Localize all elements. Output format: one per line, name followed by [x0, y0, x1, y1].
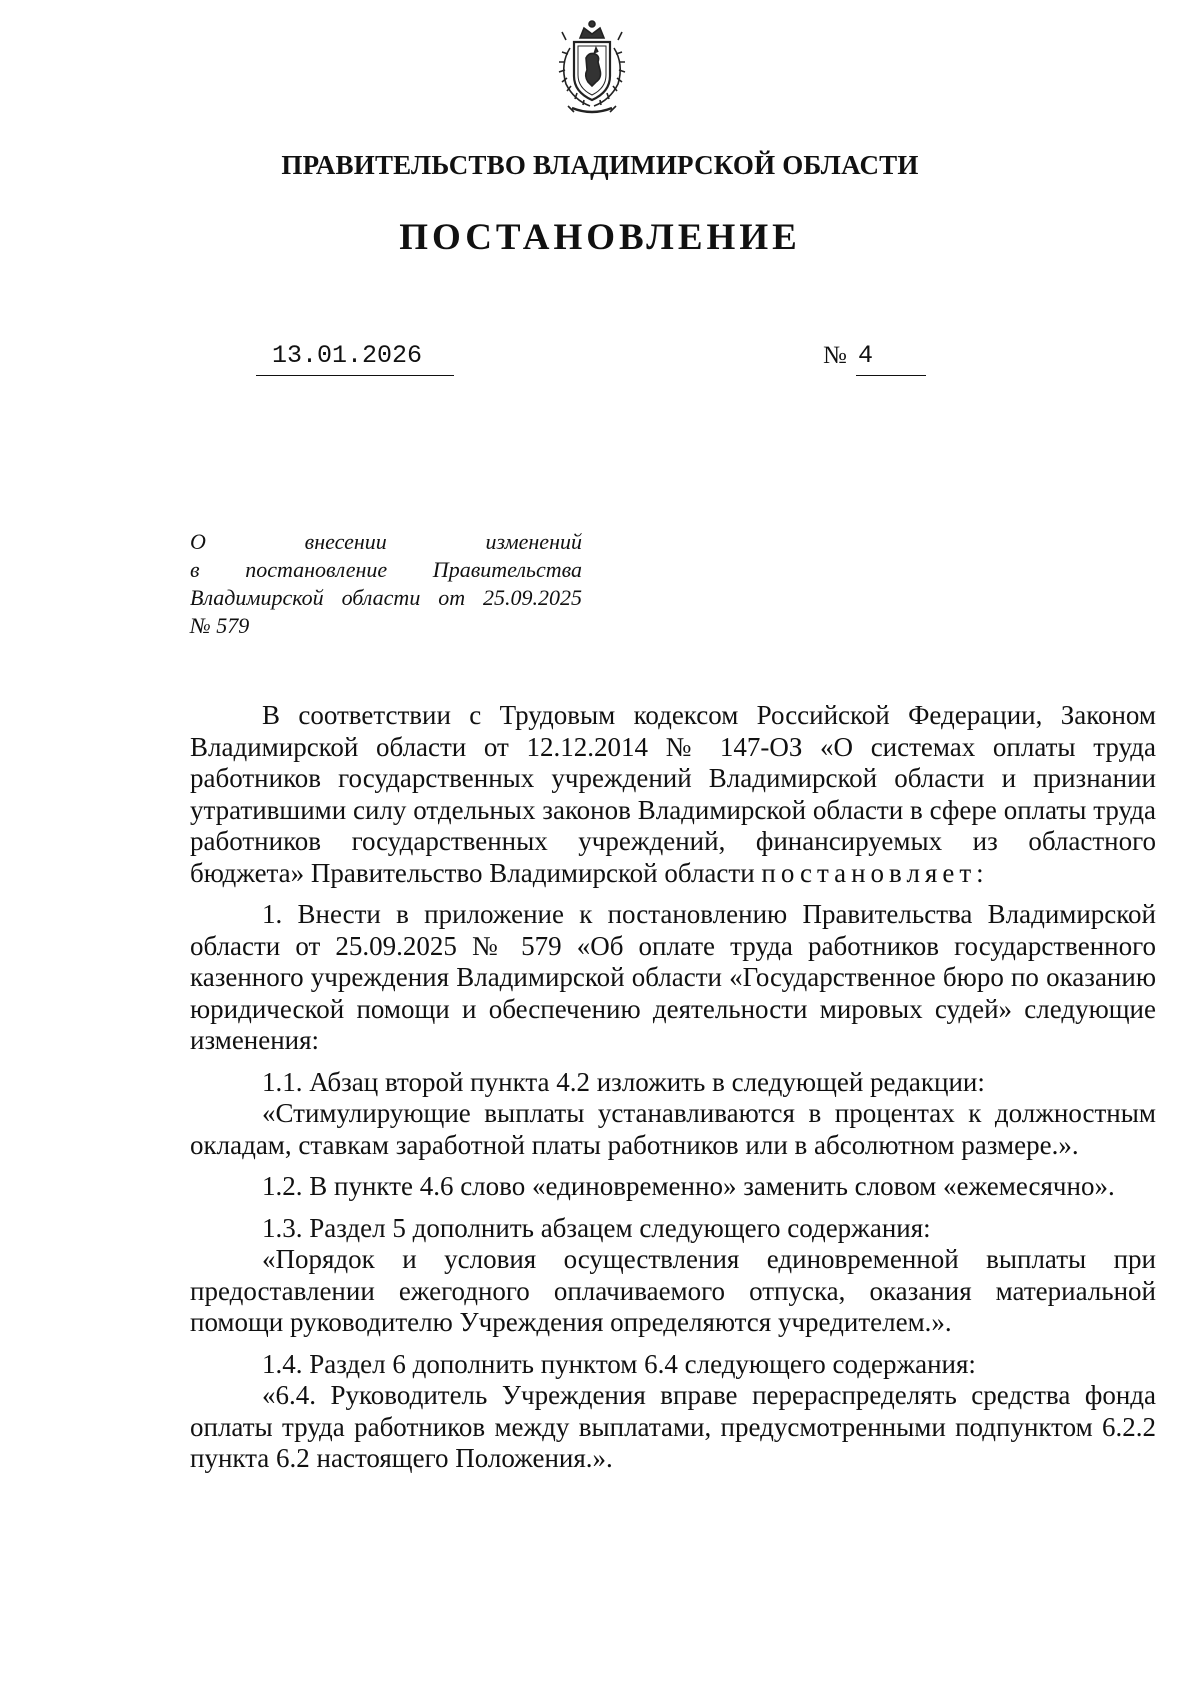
paragraph-1: 1. Внести в приложение к постановлению Правительства Владимирской области от 25.09.2025 № 579 «Об оплате труда работников государственного казенного учреждения Владимирской области «Государственное бюро по оказанию юридической помощи и обеспечению деятельности мировых судей» следующие изменения: — [190, 899, 1156, 1055]
subject-line: № 579 — [190, 613, 250, 638]
document-body — [190, 700, 1156, 1475]
paragraph-1-3-text: «Порядок и условия осуществления единовременной выплаты при предоставлении ежегодного оплачиваемого отпуска, оказания материальной помощи руководителю Учреждения определяются учредителем.». — [190, 1244, 1156, 1337]
paragraph-1-1-text: «Стимулирующие выплаты устанавливаются в процентах к должностным окладам, ставкам заработной платы работников или в абсолютном размере.». — [190, 1098, 1156, 1160]
paragraph-1-1: 1.1. Абзац второй пункта 4.2 изложить в следующей редакции: — [262, 1066, 985, 1097]
preamble-text: В соответствии с Трудовым кодексом Российской Федерации, Законом Владимирской области от 12.12.2014 № 147-ОЗ «О системах оплаты труда работников государственных учреждений Владимирской области и признании утратившими силу отдельных законов Владимирской области в сфере оплаты труда работников государственных учреждений, финансируемых из областного бюджета» Правительство Владимирской области — [190, 700, 1156, 888]
subject-line: О внесении изменений — [190, 529, 582, 554]
decree-word: постановляет: — [761, 857, 989, 888]
preamble-paragraph — [190, 700, 1156, 889]
paragraph-1-4-text: «6.4. Руководитель Учреждения вправе перераспределять средства фонда оплаты труда работников между выплатами, предусмотренными подпунктом 6.2.2 пункта 6.2 настоящего Положения.». — [190, 1380, 1156, 1473]
paragraph-1-3: 1.3. Раздел 5 дополнить абзацем следующего содержания: — [262, 1212, 931, 1243]
paragraph-1-2: 1.2. В пункте 4.6 слово «единовременно» заменить словом «ежемесячно». — [262, 1171, 1115, 1201]
paragraph-1-4: 1.4. Раздел 6 дополнить пунктом 6.4 следующего содержания: — [262, 1348, 976, 1379]
coat-of-arms-icon — [542, 18, 642, 120]
number-label: № — [823, 342, 847, 369]
subject-line: Владимирской области от 25.09.2025 — [190, 585, 582, 610]
subject-line: в постановление Правительства — [190, 557, 582, 582]
document-type: ПОСТАНОВЛЕНИЕ — [399, 217, 801, 258]
document-number: 4 — [856, 338, 926, 376]
organization-name: ПРАВИТЕЛЬСТВО ВЛАДИМИРСКОЙ ОБЛАСТИ — [281, 150, 919, 180]
document-subject — [190, 528, 582, 640]
document-date: 13.01.2026 — [256, 338, 454, 376]
